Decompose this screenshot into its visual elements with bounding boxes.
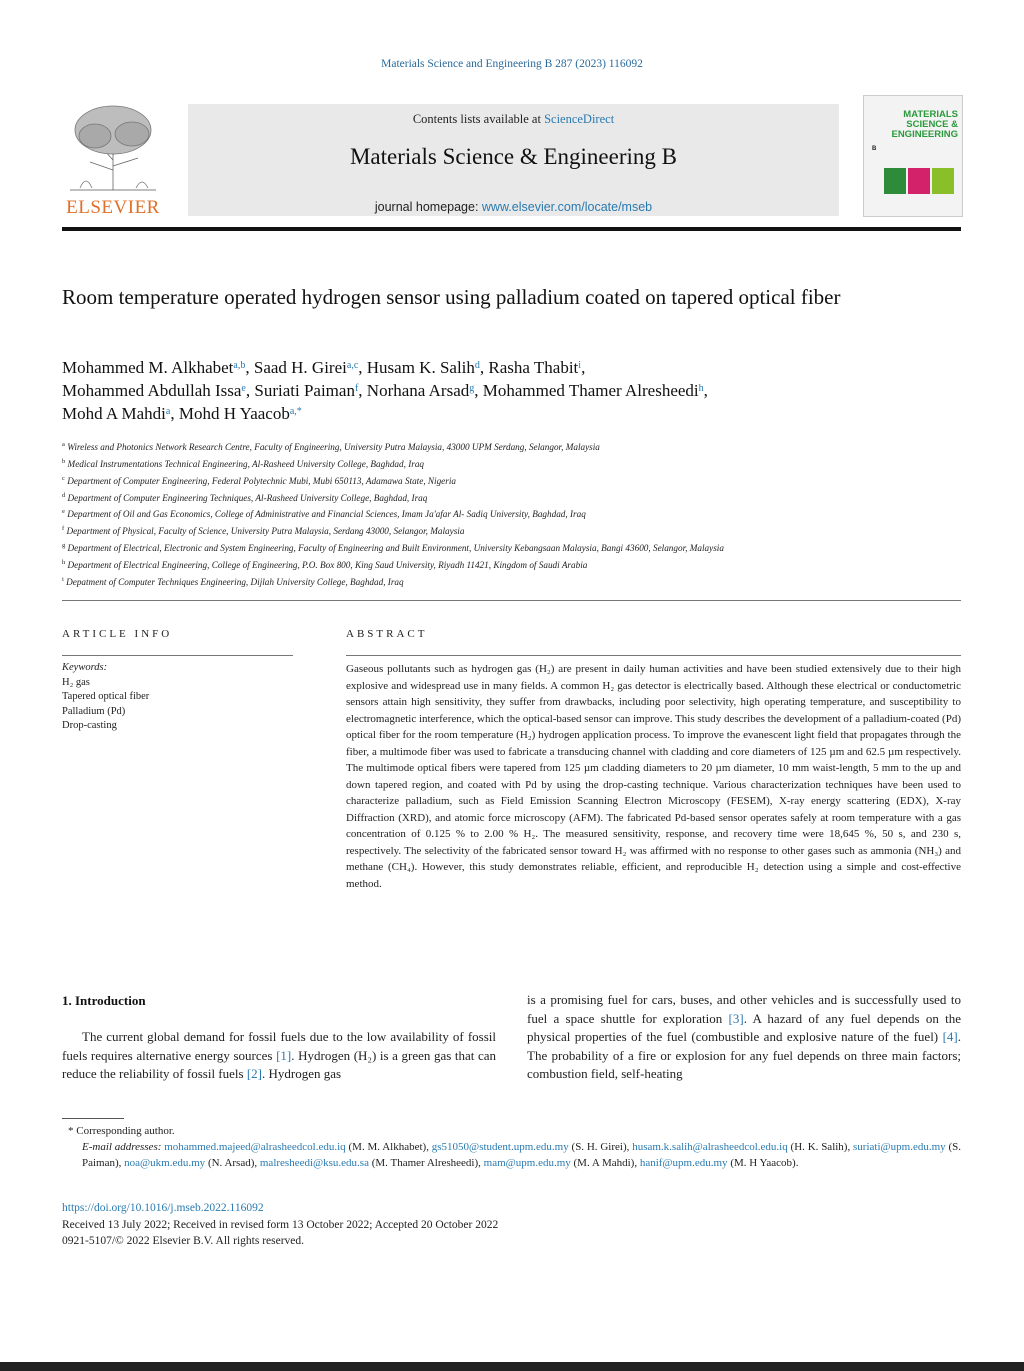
affiliation-text: Department of Electrical Engineering, College of Engineering, P.O. Box 800, King Saud University, Riyadh 11421, Kingdom of Saudi Arabia	[65, 560, 588, 571]
affiliation-item	[62, 573, 892, 590]
journal-reference: Materials Science and Engineering B 287 (2023) 116092	[381, 58, 643, 70]
contents-prefix: Contents lists available at	[412, 112, 545, 126]
keywords-block	[62, 661, 292, 734]
keyword-item: Tapered optical fiber	[62, 691, 150, 703]
article-dates: Received 13 July 2022; Received in revised form 13 October 2022; Accepted 20 October 2022	[62, 1218, 499, 1231]
author-separator: ,	[245, 381, 255, 400]
cover-title-line: ENGINEERING	[891, 129, 958, 140]
email-owner: (M. A Mahdi),	[570, 1157, 640, 1169]
author-separator: ,	[358, 381, 367, 400]
affiliation-item	[62, 489, 892, 506]
author-affiliation-marker[interactable]: d	[474, 360, 480, 371]
author-affiliation-marker[interactable]: h	[698, 383, 704, 394]
affiliation-key: d	[62, 491, 66, 499]
footnote-divider	[62, 1118, 124, 1119]
citation-link[interactable]: [4]	[942, 1029, 958, 1044]
author-name: Mohammed Thamer Alresheedi	[482, 381, 699, 400]
email-owner: (M. M. Alkhabet),	[345, 1141, 432, 1153]
article-info-heading: ARTICLE INFO	[62, 628, 173, 640]
keyword-item: Palladium (Pd)	[62, 705, 126, 717]
author-affiliation-marker[interactable]: a,*	[289, 406, 302, 417]
email-addresses	[62, 1139, 961, 1171]
author-list	[62, 356, 942, 425]
author-name: Husam K. Salih	[366, 358, 475, 377]
body-text: is a promising fuel for cars, buses, and other vehicles and is successfully used to fuel a space shuttle for exploration	[527, 992, 961, 1026]
elsevier-tree-icon	[60, 100, 166, 192]
author-affiliation-marker[interactable]: i	[578, 360, 582, 371]
body-text: The current global demand for fossil fuels due to the low availability of fossil fuels requires alternative energy sources	[62, 1029, 496, 1063]
affiliation-key: a	[62, 441, 65, 448]
email-link[interactable]: gs51050@student.upm.edu.my	[431, 1141, 569, 1153]
affiliation-text: Department of Oil and Gas Economics, College of Administrative and Financial Sciences, Imam Ja'afar Al- Sadiq University, Baghdad, Iraq	[64, 509, 586, 520]
author-name: Mohd H Yaacob	[178, 404, 290, 423]
affiliation-item	[62, 539, 892, 556]
affiliation-text: Medical Instrumentations Technical Engineering, Al-Rasheed University College, Baghdad, Iraq	[65, 458, 425, 469]
email-link[interactable]: noa@ukm.edu.my	[124, 1157, 206, 1169]
author-name: Rasha Thabit	[488, 358, 579, 377]
affiliation-key: i	[62, 575, 64, 583]
affiliation-key: e	[62, 508, 65, 516]
author-name: Mohd A Mahdi	[62, 404, 166, 423]
article-info-divider	[62, 655, 293, 656]
email-owner: (M. H Yaacob).	[727, 1157, 799, 1169]
journal-homepage-line	[188, 200, 839, 214]
screen-bottom-bar	[0, 1362, 1024, 1371]
elsevier-logo	[60, 100, 166, 220]
author-affiliation-marker[interactable]: a,b	[233, 360, 246, 371]
author-name: Suriati Paiman	[254, 381, 355, 400]
cover-image-block	[884, 168, 906, 194]
author-separator: ,	[703, 381, 708, 400]
cover-title-line: MATERIALS	[903, 109, 958, 120]
email-link[interactable]: husam.k.salih@alrasheedcol.edu.iq	[632, 1141, 788, 1153]
affiliation-key: f	[62, 525, 65, 533]
affiliation-text: Department of Computer Engineering Techniques, Al-Rasheed University College, Baghdad, Iraq	[65, 492, 428, 503]
author-affiliation-marker[interactable]: g	[469, 383, 475, 394]
email-owner: (M. Thamer Alresheedi),	[368, 1157, 484, 1169]
affiliation-item	[62, 522, 892, 539]
introduction-heading: 1. Introduction	[62, 993, 146, 1008]
journal-homepage-link[interactable]: www.elsevier.com/locate/mseb	[481, 200, 653, 214]
sciencedirect-link[interactable]: ScienceDirect	[544, 112, 615, 126]
introduction-column-left	[62, 1028, 496, 1084]
cover-title	[868, 110, 958, 140]
copyright-line: 0921-5107/© 2022 Elsevier B.V. All rights reserved.	[62, 1235, 305, 1247]
abstract-text: Gaseous pollutants such as hydrogen gas (H₂) are present in daily human activities and have been studied extensively due to their high explosive and widespread use in many fields. A common H₂ gas detector is electrically based. Although these electrical or conductometric sensors attain high sensitivity, they suffer from drawbacks, including poor selectivity, high operating temperature, and susceptibility to electromagnetic interference, which the optical-based sensor can improve. This study describes the development of a palladium-coated (Pd) optical fiber for the room temperature (H₂) hydrogen application process. To improve the evanescent light field that propagates through the fiber, a multimode fiber was used to fabricate a transducing channel with cladding and core diameters of 125 µm and 62.5 µm respectively. The multimode optical fibers were tapered from 125 µm cladding diameters to 20 µm diameter, 10 mm waist-length, 5 mm to the up and down tapered region, and coated with Pd by using the drop-casting technique. Various characterization techniques have been used to characterize palladium, such as Field Emission Scanning Electron Microscopy (FESEM), X-ray energy scattering (EDX), X-ray Diffraction (XRD), and atomic force microscopy (AFM). The fabricated Pd-based sensor operates safely at room temperature with a gas concentration of 0.125 % to 2.00 % H₂. The measured sensitivity, response, and recovery time were 18,645 %, 50 s, and 230 s, respectively. The selectivity of the fabricated sensor toward H₂ was affirmed with no response to other gases such as ammonia (NH₃) and methane (CH₄). However, this study demonstrates reliable, efficient, and reproducible H₂ detection using a simple and cost-effective method.	[346, 663, 961, 890]
author-affiliation-marker[interactable]: e	[241, 383, 246, 394]
cover-image-block	[908, 168, 930, 194]
email-label: E-mail addresses:	[82, 1141, 162, 1153]
email-owner: (S. Paiman),	[82, 1141, 961, 1169]
author-separator: ,	[479, 358, 489, 377]
citation-link[interactable]: [1]	[276, 1047, 292, 1063]
author-affiliation-marker[interactable]: a	[165, 406, 171, 417]
affiliation-item	[62, 455, 892, 472]
body-text: . A hazard of any fuel depends on the physical properties of the fuel (combustible and explosive nature of the fuel)	[527, 1010, 961, 1044]
header-divider	[62, 227, 961, 231]
journal-title: Materials Science & Engineering B	[349, 144, 677, 169]
email-owner: (H. K. Salih),	[787, 1141, 854, 1153]
author-name: Saad H. Girei	[253, 358, 347, 377]
author-affiliation-marker[interactable]: a,c	[346, 360, 359, 371]
introduction-column-right	[527, 991, 961, 1084]
author-name: Norhana Arsad	[366, 381, 470, 400]
email-owner: (N. Arsad),	[205, 1157, 260, 1169]
abstract-heading: ABSTRACT	[346, 628, 428, 640]
email-link[interactable]: malresheedi@ksu.edu.sa	[259, 1157, 369, 1169]
publisher-wordmark: ELSEVIER	[66, 197, 160, 218]
affiliation-text: Depatment of Computer Techniques Engineering, Dijlah University College, Baghdad, Iraq	[63, 576, 404, 587]
citation-link[interactable]: [2]	[246, 1066, 263, 1081]
affiliation-key: g	[62, 542, 66, 550]
body-text: . Hydrogen gas	[262, 1066, 342, 1081]
affiliation-text: Department of Physical, Faculty of Science, University Putra Malaysia, Serdang 43000, Selangor, Malaysia	[64, 526, 465, 537]
doi-link[interactable]: https://doi.org/10.1016/j.mseb.2022.116092	[62, 1202, 264, 1214]
affiliation-key: h	[62, 559, 66, 567]
affiliation-item	[62, 556, 892, 573]
body-text: . The probability of a fire or explosion for any fuel depends on three main factors; combustion field, self-heating	[527, 1029, 961, 1081]
cover-series-letter: B	[872, 146, 877, 152]
affiliation-key: b	[62, 457, 66, 465]
section-divider	[62, 600, 961, 601]
author-separator: ,	[474, 381, 483, 400]
author-separator: ,	[170, 404, 179, 423]
citation-link[interactable]: [3]	[728, 1010, 744, 1026]
affiliation-key: c	[62, 474, 65, 482]
corresponding-author-note: * Corresponding author.	[68, 1125, 175, 1137]
contents-line	[188, 112, 839, 127]
author-name: Mohammed M. Alkhabet	[62, 358, 234, 377]
abstract-divider	[346, 655, 961, 656]
email-link[interactable]: suriati@upm.edu.my	[853, 1141, 946, 1153]
author-affiliation-marker[interactable]: f	[354, 383, 359, 394]
cover-image-block	[932, 168, 954, 194]
body-text: . Hydrogen (H₂) is a green gas that can reduce the reliability of fossil fuels	[62, 1047, 496, 1081]
email-link[interactable]: mam@upm.edu.my	[483, 1157, 571, 1169]
keywords-label: Keywords:	[62, 662, 108, 673]
affiliation-item	[62, 505, 892, 522]
affiliation-text: Department of Electrical, Electronic and System Engineering, Faculty of Engineering and Built Environment, University Kebangsaan Malaysia, Bangi 43600, Selangor, Malaysia	[65, 543, 724, 554]
email-link[interactable]: mohammed.majeed@alrasheedcol.edu.iq	[164, 1141, 346, 1153]
author-separator: ,	[245, 358, 254, 377]
author-name: Mohammed Abdullah Issa	[62, 381, 242, 400]
author-separator: ,	[358, 358, 367, 377]
footnotes	[62, 1123, 961, 1171]
affiliation-text: Department of Computer Engineering, Federal Polytechnic Mubi, Mubi 650113, Adamawa State, Nigeria	[64, 475, 456, 486]
email-owner: (S. H. Girei),	[568, 1141, 633, 1153]
keyword-item: H₂ gas	[62, 676, 90, 688]
publication-info	[62, 1200, 961, 1250]
journal-cover-thumbnail	[863, 95, 963, 217]
affiliation-list	[62, 438, 892, 590]
journal-masthead	[188, 104, 839, 216]
author-separator: ,	[581, 358, 586, 377]
affiliation-text: Wireless and Photonics Network Research Centre, Faculty of Engineering, University Putra Malaysia, 43000 UPM Serdang, Selangor, Malaysia	[64, 442, 600, 453]
affiliation-item	[62, 472, 892, 489]
email-link[interactable]: hanif@upm.edu.my	[639, 1157, 728, 1169]
paper-title: Room temperature operated hydrogen sensor using palladium coated on tapered optical fiber	[62, 285, 841, 309]
affiliation-item	[62, 438, 892, 455]
cover-title-line: SCIENCE &	[906, 119, 958, 130]
keyword-item: Drop-casting	[62, 720, 117, 732]
homepage-prefix: journal homepage:	[374, 200, 482, 214]
